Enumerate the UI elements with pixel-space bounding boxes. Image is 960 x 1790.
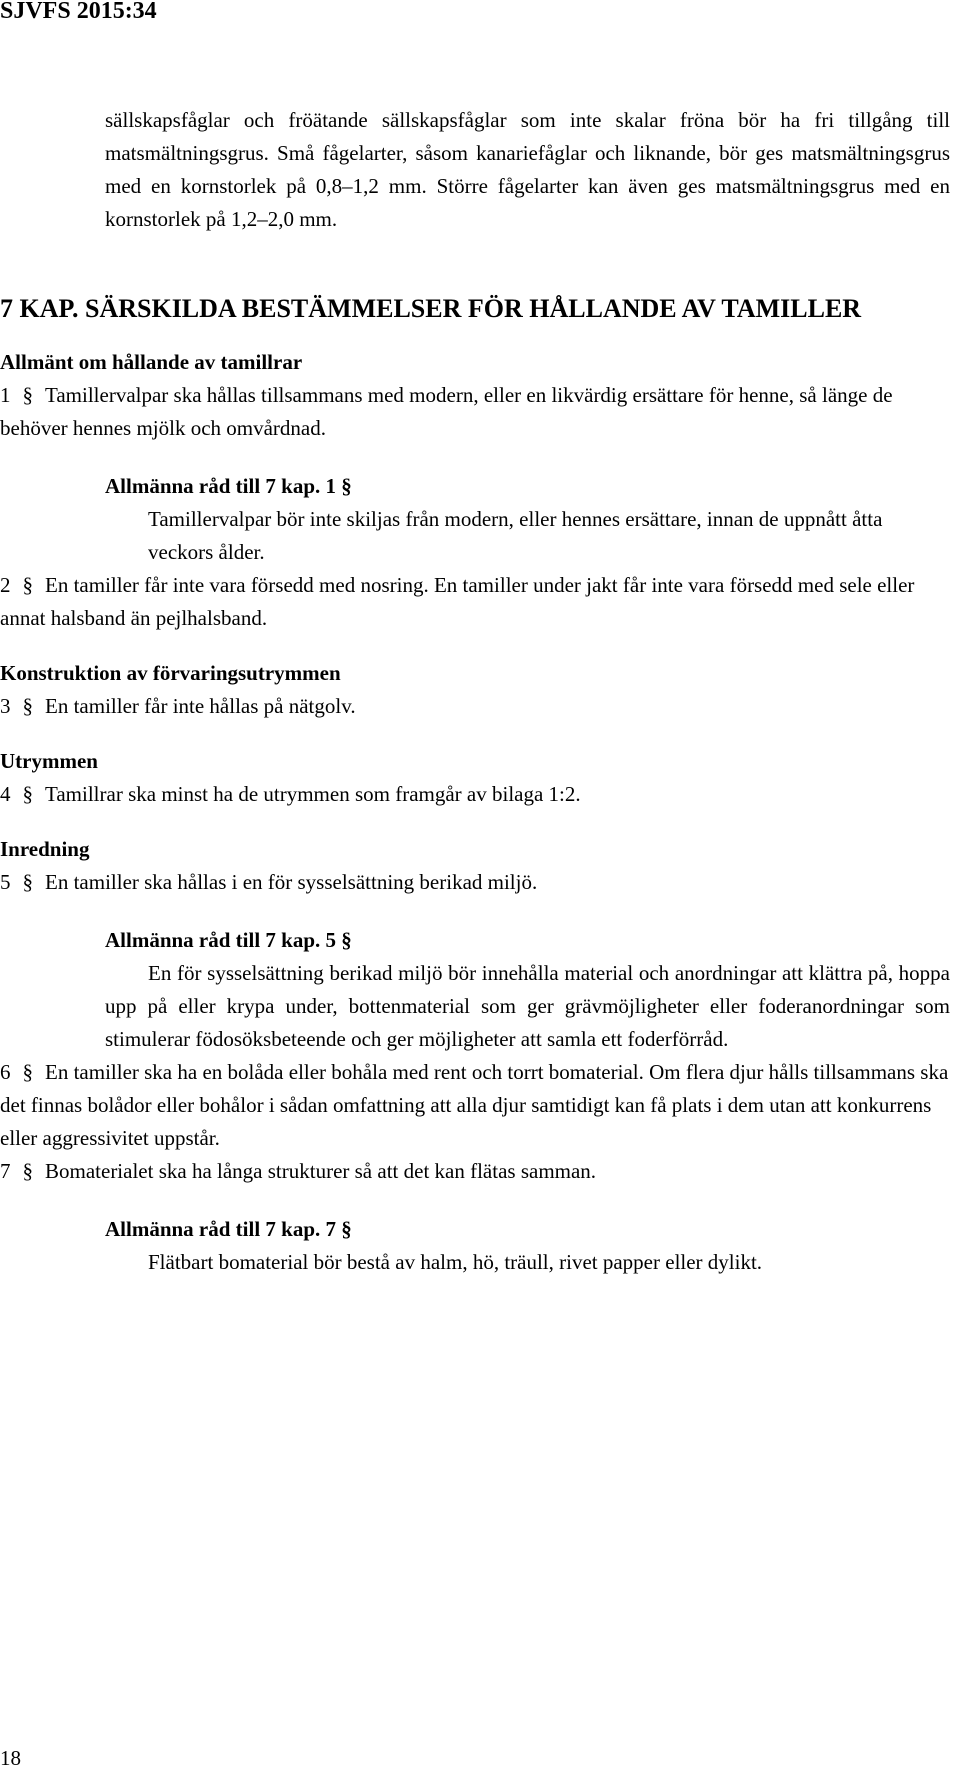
subheading-construction: Konstruktion av förvaringsutrymmen: [0, 661, 341, 685]
paragraph-sign-icon: §: [22, 1159, 33, 1183]
section-3: [0, 690, 950, 723]
section-number: 3: [0, 694, 11, 718]
section-number: 1: [0, 383, 11, 407]
advice-heading-text: Allmänna råd till 7 kap. 1: [105, 474, 337, 498]
section-1: [0, 379, 950, 445]
section-text: Tamillrar ska minst ha de utrymmen som framgår av bilaga 1:2.: [45, 782, 581, 806]
general-advice-7: [105, 1213, 950, 1279]
section-number: 4: [0, 782, 11, 806]
paragraph-sign-icon: §: [341, 474, 352, 498]
subheading-general: Allmänt om hållande av tamillrar: [0, 350, 303, 374]
section-text: En tamiller ska ha en bolåda eller bohåla med rent och torrt bomaterial. Om flera djur hålls tillsammans ska det finnas bolådor eller bohålor i sådan omfattning att alla djur samtidigt kan få plats i dem utan att konkurrens eller aggressivitet uppstår.: [0, 1060, 949, 1150]
subheading-space: Utrymmen: [0, 749, 98, 773]
section-number: 7: [0, 1159, 11, 1183]
paragraph-sign-icon: §: [22, 870, 33, 894]
section-6: [0, 1056, 950, 1155]
section-number: 6: [0, 1060, 11, 1084]
general-advice-1: [105, 470, 950, 569]
section-text: Tamillervalpar ska hållas tillsammans med modern, eller en likvärdig ersättare för henne, så länge de behöver hennes mjölk och omvårdnad.: [0, 383, 893, 440]
paragraph-sign-icon: §: [22, 782, 33, 806]
section-2: [0, 569, 950, 635]
section-7: [0, 1155, 950, 1188]
advice-heading-text: Allmänna råd till 7 kap. 7: [105, 1217, 337, 1241]
advice-text: Flätbart bomaterial bör bestå av halm, hö, träull, rivet papper eller dylikt.: [148, 1250, 763, 1274]
paragraph-sign-icon: §: [22, 1060, 33, 1084]
section-number: 2: [0, 573, 11, 597]
section-text: En tamiller får inte vara försedd med nosring. En tamiller under jakt får inte vara försedd med sele eller annat halsband än pejlhalsband.: [0, 573, 915, 630]
advice-heading: [105, 1213, 950, 1246]
section-text: En tamiller ska hållas i en för sysselsättning berikad miljö.: [45, 870, 538, 894]
advice-text: En för sysselsättning berikad miljö bör innehålla material och anordningar att klättra på, hoppa upp på eller krypa under, bottenmaterial som ger grävmöjligheter eller foderanordningar som stimulerar födosöksbeteende och ger möjligheter att samla ett foderförråd.: [105, 961, 950, 1051]
paragraph-sign-icon: §: [22, 573, 33, 597]
paragraph-sign-icon: §: [341, 1217, 352, 1241]
advice-heading: [105, 470, 950, 503]
section-text: Bomaterialet ska ha långa strukturer så att det kan flätas samman.: [45, 1159, 597, 1183]
page-number: 18: [0, 1746, 21, 1770]
section-text: En tamiller får inte hållas på nätgolv.: [45, 694, 356, 718]
paragraph-sign-icon: §: [22, 694, 33, 718]
paragraph-sign-icon: §: [22, 383, 33, 407]
section-4: [0, 778, 950, 811]
general-advice-5: [105, 924, 950, 1056]
advice-text: Tamillervalpar bör inte skiljas från modern, eller hennes ersättare, innan de uppnått åtta veckors ålder.: [148, 507, 883, 564]
advice-heading: [105, 924, 950, 957]
advice-heading-text: Allmänna råd till 7 kap. 5: [105, 928, 337, 952]
section-number: 5: [0, 870, 11, 894]
page-content: [0, 104, 950, 1279]
running-header: SJVFS 2015:34: [0, 0, 157, 24]
subheading-furnishing: Inredning: [0, 837, 90, 861]
section-5: [0, 866, 950, 899]
intro-paragraph: sällskapsfåglar och fröätande sällskapsfåglar som inte skalar fröna bör ha fri tillgång till matsmältningsgrus. Små fågelarter, såsom kanariefåglar och liknande, bör ges matsmältningsgrus med en kornstorlek på 0,8–1,2 mm. Större fågelarter kan även ges matsmältningsgrus med en kornstorlek på 1,2–2,0 mm.: [105, 108, 950, 231]
paragraph-sign-icon: §: [341, 928, 352, 952]
chapter-heading: 7 KAP. SÄRSKILDA BESTÄMMELSER FÖR HÅLLANDE AV TAMILLER: [0, 294, 862, 323]
